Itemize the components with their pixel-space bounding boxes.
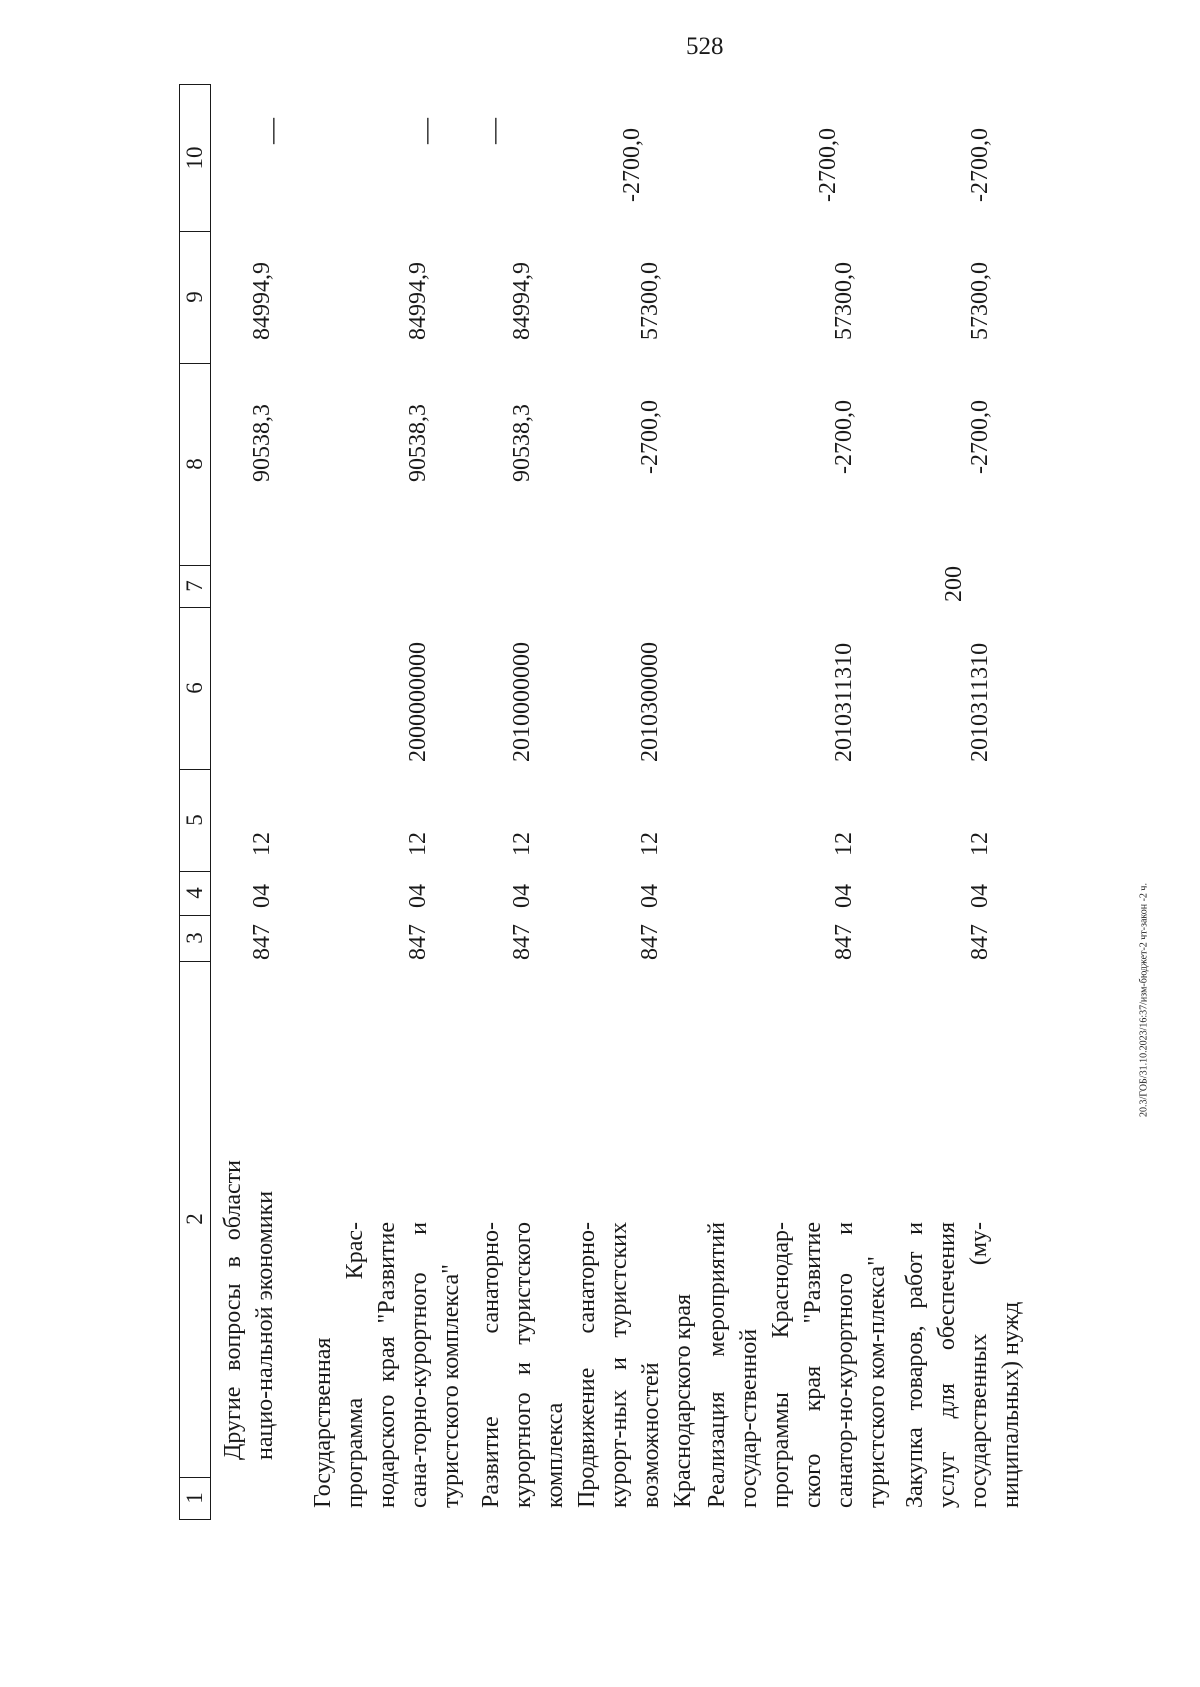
row-c5: 12 <box>967 832 993 856</box>
row-c3: 847 <box>509 924 535 960</box>
header-col-9: 9 <box>179 230 211 364</box>
row-description: Развитие санаторно-курортного и туристского комплекса <box>478 1222 568 1508</box>
row-c8: 90538,3 <box>405 404 431 482</box>
row-c8: -2700,0 <box>637 400 663 474</box>
row-c10: — <box>479 118 508 144</box>
row-description: Реализация мероприятий государ-ственной программы Краснодар-ского края "Развитие санатор-но-курортного и туристского ком-плекса" <box>704 1222 890 1508</box>
row-c9: 84994,9 <box>509 262 535 340</box>
table-row <box>475 84 568 1520</box>
row-c6: 2010300000 <box>637 642 663 762</box>
row-c3: 847 <box>967 924 993 960</box>
row-c6: 2010311310 <box>831 642 857 762</box>
row-c5: 12 <box>249 832 275 856</box>
row-c4: 04 <box>405 884 431 908</box>
row-c4: 04 <box>249 884 275 908</box>
header-col-4: 4 <box>179 870 211 916</box>
row-description: Другие вопросы в области нацио-нальной экономики <box>220 1160 278 1460</box>
header-col-6: 6 <box>179 606 211 770</box>
row-c4: 04 <box>509 884 535 908</box>
row-c7: 200 <box>941 566 967 602</box>
row-c10: — <box>411 118 440 144</box>
table-row <box>899 84 1024 1520</box>
table-row <box>571 84 696 1520</box>
row-c9: 84994,9 <box>405 262 431 340</box>
budget-table <box>179 84 1049 1520</box>
row-c8: -2700,0 <box>967 400 993 474</box>
table-row <box>213 84 286 1520</box>
row-c5: 12 <box>831 832 857 856</box>
table-row <box>307 84 464 1520</box>
row-c6: 2000000000 <box>405 642 431 762</box>
header-col-5: 5 <box>179 768 211 872</box>
row-c9: 57300,0 <box>637 262 663 340</box>
row-c8: 90538,3 <box>509 404 535 482</box>
row-c9: 84994,9 <box>249 262 275 340</box>
row-description: Закупка товаров, работ и услуг для обеспечения государственных (му-ниципальных) нужд <box>902 1222 1024 1508</box>
header-col-7: 7 <box>179 564 211 608</box>
header-col-10: 10 <box>179 84 211 232</box>
header-col-3: 3 <box>179 914 211 962</box>
row-description: Продвижение санаторно-курорт-ных и туристских возможностей Краснодарского края <box>574 1222 696 1508</box>
header-col-2: 2 <box>179 960 211 1478</box>
row-c6: 2010000000 <box>509 642 535 762</box>
row-c4: 04 <box>637 884 663 908</box>
row-c4: 04 <box>831 884 857 908</box>
row-c3: 847 <box>249 924 275 960</box>
row-c9: 57300,0 <box>831 262 857 340</box>
row-c5: 12 <box>405 832 431 856</box>
table-row <box>701 84 890 1520</box>
row-c6: 2010311310 <box>967 642 993 762</box>
row-c5: 12 <box>637 832 663 856</box>
footer-note: 20.3/ГОБ/31.10.2023/16:37/изм-бюджет-2 чт-закон -2 ч. <box>1138 883 1150 1117</box>
row-c5: 12 <box>509 832 535 856</box>
row-c10: -2700,0 <box>619 128 645 202</box>
page-number: 528 <box>686 33 724 60</box>
header-col-8: 8 <box>179 362 211 566</box>
row-c3: 847 <box>405 924 431 960</box>
row-description: Государственная программа Крас-нодарского края "Развитие сана-торно-курортного и туристского комплекса" <box>310 1222 464 1508</box>
row-c9: 57300,0 <box>967 262 993 340</box>
row-c8: -2700,0 <box>831 400 857 474</box>
header-col-1: 1 <box>179 1476 211 1520</box>
row-c10: -2700,0 <box>967 128 993 202</box>
row-c3: 847 <box>637 924 663 960</box>
row-c4: 04 <box>967 884 993 908</box>
row-c8: 90538,3 <box>249 404 275 482</box>
row-c3: 847 <box>831 924 857 960</box>
row-c10: — <box>257 118 286 144</box>
row-c10: -2700,0 <box>815 128 841 202</box>
